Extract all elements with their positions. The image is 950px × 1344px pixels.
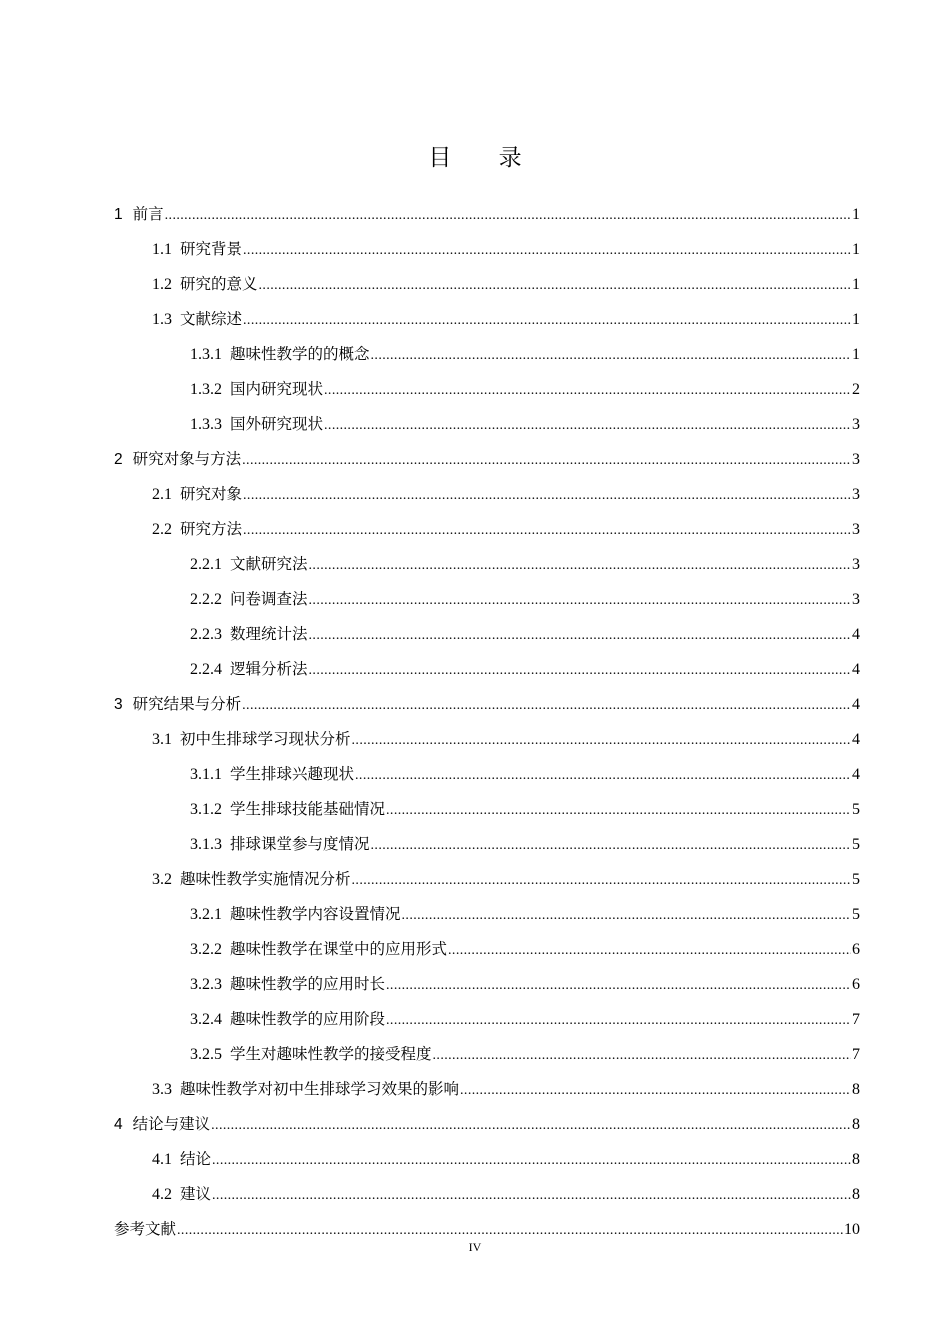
dot-leader	[386, 967, 851, 1003]
toc-entry-label: 研究对象与方法	[132, 450, 242, 468]
toc-entry-label: 研究的意义	[180, 275, 258, 293]
toc-entry-label: 前言	[132, 205, 164, 223]
dot-leader	[165, 197, 851, 233]
toc-entry-number: 2.2.1	[190, 556, 222, 573]
toc-entry-page: 5	[852, 906, 860, 923]
toc-entry-number: 1.3.1	[190, 346, 222, 363]
toc-entry-label: 研究对象	[180, 485, 243, 503]
toc-entry-number: 3	[114, 696, 123, 713]
toc-entry-label: 国内研究现状	[230, 380, 324, 398]
toc-entry-page: 3	[852, 591, 860, 608]
toc-entry[interactable]	[114, 407, 860, 442]
toc-entry-number: 1.3	[152, 311, 172, 328]
toc-entry-label: 趣味性教学的应用阶段	[230, 1010, 386, 1028]
toc-entry-label: 趣味性教学实施情况分析	[180, 870, 351, 888]
toc-entry-page: 4	[852, 766, 860, 783]
toc-entry-number: 1	[114, 206, 123, 223]
toc-entry[interactable]	[114, 197, 860, 232]
toc-entry-number: 3.2.2	[190, 941, 222, 958]
toc-entry-label: 国外研究现状	[230, 415, 324, 433]
toc-entry-number: 3.2.5	[190, 1046, 222, 1063]
toc-entry[interactable]	[114, 897, 860, 932]
dot-leader	[259, 267, 851, 303]
dot-leader	[243, 302, 851, 338]
toc-entry-number: 2.2	[152, 521, 172, 538]
toc-entry[interactable]	[114, 477, 860, 512]
toc-entry-page: 8	[852, 1186, 860, 1203]
toc-entry-number: 3.1.2	[190, 801, 222, 818]
toc-entry-number: 3.2.3	[190, 976, 222, 993]
toc-entry-page: 6	[852, 976, 860, 993]
toc-entry-number: 3.1.1	[190, 766, 222, 783]
toc-entry-number: 3.1.3	[190, 836, 222, 853]
toc-entry-page: 3	[852, 486, 860, 503]
dot-leader	[371, 337, 851, 373]
dot-leader	[324, 372, 851, 408]
toc-entry[interactable]	[114, 1177, 860, 1212]
toc-entry[interactable]	[114, 547, 860, 582]
toc-entry[interactable]	[114, 827, 860, 862]
toc-entry-number: 2.1	[152, 486, 172, 503]
toc-entry[interactable]	[114, 932, 860, 967]
toc-entry-label: 数理统计法	[230, 625, 308, 643]
dot-leader	[309, 582, 851, 618]
toc-entry-label: 文献综述	[180, 310, 243, 328]
toc-entry[interactable]	[114, 232, 860, 267]
dot-leader	[324, 407, 851, 443]
toc-entry[interactable]	[114, 337, 860, 372]
dot-leader	[211, 1107, 851, 1143]
toc-entry-label: 结论	[180, 1150, 212, 1168]
toc-entry[interactable]	[114, 792, 860, 827]
toc-entry-label: 建议	[180, 1185, 212, 1203]
toc-entry-page: 2	[852, 381, 860, 398]
dot-leader	[242, 687, 851, 723]
toc-entry-label: 趣味性教学内容设置情况	[230, 905, 401, 923]
toc-entry[interactable]	[114, 652, 860, 687]
toc-entry[interactable]	[114, 442, 860, 477]
toc-entry-number: 1.2	[152, 276, 172, 293]
toc-entry[interactable]	[114, 372, 860, 407]
toc-entry[interactable]	[114, 687, 860, 722]
toc-entry[interactable]	[114, 617, 860, 652]
dot-leader	[433, 1037, 851, 1073]
toc-entry-page: 4	[852, 696, 860, 713]
toc-title: 目 录	[428, 145, 542, 171]
toc-entry-label: 学生排球兴趣现状	[230, 765, 355, 783]
toc-entry-label: 排球课堂参与度情况	[230, 835, 370, 853]
dot-leader	[309, 547, 851, 583]
toc-entry-label: 初中生排球学习现状分析	[180, 730, 351, 748]
toc-entry-label: 趣味性教学对初中生排球学习效果的影响	[180, 1080, 460, 1098]
toc-entry-number: 3.2	[152, 871, 172, 888]
toc-entry-label: 学生排球技能基础情况	[230, 800, 386, 818]
toc-entry-number: 2.2.3	[190, 626, 222, 643]
toc-entry-number: 2.2.2	[190, 591, 222, 608]
dot-leader	[212, 1142, 851, 1178]
toc-entry-label: 趣味性教学的的概念	[230, 345, 370, 363]
toc-entry-label: 文献研究法	[230, 555, 308, 573]
toc-entry-number: 2	[114, 451, 123, 468]
toc-entry-page: 5	[852, 801, 860, 818]
dot-leader	[355, 757, 851, 793]
table-of-contents	[114, 197, 860, 1247]
toc-entry-label: 结论与建议	[132, 1115, 211, 1133]
toc-entry[interactable]	[114, 722, 860, 757]
toc-entry-label: 研究背景	[180, 240, 243, 258]
toc-entry-number: 1.1	[152, 241, 172, 258]
toc-entry[interactable]	[114, 1002, 860, 1037]
toc-entry[interactable]	[114, 512, 860, 547]
toc-entry-page: 4	[852, 626, 860, 643]
toc-entry-number: 3.1	[152, 731, 172, 748]
toc-entry-label: 趣味性教学在课堂中的应用形式	[230, 940, 448, 958]
dot-leader	[243, 477, 851, 513]
toc-entry-page: 4	[852, 661, 860, 678]
toc-entry-number: 4.1	[152, 1151, 172, 1168]
toc-entry-number: 4.2	[152, 1186, 172, 1203]
toc-entry-number: 3.2.1	[190, 906, 222, 923]
toc-entry-label: 学生对趣味性教学的接受程度	[230, 1045, 432, 1063]
toc-entry-page: 5	[852, 871, 860, 888]
toc-entry-label: 问卷调查法	[230, 590, 308, 608]
toc-entry-page: 8	[852, 1081, 860, 1098]
toc-entry-page: 4	[852, 731, 860, 748]
dot-leader	[448, 932, 851, 968]
toc-entry-number: 3.3	[152, 1081, 172, 1098]
toc-entry-page: 10	[844, 1221, 860, 1238]
dot-leader	[243, 512, 851, 548]
toc-entry[interactable]	[114, 582, 860, 617]
toc-entry-number: 1.3.2	[190, 381, 222, 398]
toc-entry-page: 1	[852, 346, 860, 363]
toc-entry-label: 研究方法	[180, 520, 243, 538]
toc-entry[interactable]	[114, 757, 860, 792]
toc-entry-label: 研究结果与分析	[132, 695, 242, 713]
toc-entry-number: 2.2.4	[190, 661, 222, 678]
toc-entry-page: 6	[852, 941, 860, 958]
toc-entry-number: 3.2.4	[190, 1011, 222, 1028]
dot-leader	[371, 827, 851, 863]
toc-entry-page: 1	[852, 311, 860, 328]
toc-entry-label: 参考文献	[114, 1220, 177, 1238]
toc-entry-page: 5	[852, 836, 860, 853]
toc-entry-page: 7	[852, 1011, 860, 1028]
toc-entry-label: 逻辑分析法	[230, 660, 308, 678]
dot-leader	[386, 1002, 851, 1038]
toc-entry[interactable]	[114, 1142, 860, 1177]
dot-leader	[402, 897, 851, 933]
toc-entry-page: 3	[852, 416, 860, 433]
toc-entry-page: 8	[852, 1151, 860, 1168]
dot-leader	[309, 652, 851, 688]
dot-leader	[352, 722, 851, 758]
toc-entry-page: 7	[852, 1046, 860, 1063]
dot-leader	[386, 792, 851, 828]
toc-entry-page: 1	[852, 241, 860, 258]
toc-entry-page: 1	[852, 206, 860, 223]
page-number-footer: IV	[468, 1240, 482, 1254]
toc-entry[interactable]	[114, 1072, 860, 1107]
toc-entry-page: 3	[852, 521, 860, 538]
toc-entry-page: 8	[852, 1116, 860, 1133]
toc-entry[interactable]	[114, 302, 860, 337]
toc-entry-page: 1	[852, 276, 860, 293]
toc-entry-page: 3	[852, 451, 860, 468]
toc-entry[interactable]	[114, 1037, 860, 1072]
dot-leader	[309, 617, 851, 653]
dot-leader	[460, 1072, 851, 1108]
toc-entry-label: 趣味性教学的应用时长	[230, 975, 386, 993]
toc-entry-number: 1.3.3	[190, 416, 222, 433]
toc-entry[interactable]	[114, 967, 860, 1002]
toc-entry-number: 4	[114, 1116, 123, 1133]
toc-entry[interactable]	[114, 1107, 860, 1142]
dot-leader	[352, 862, 851, 898]
toc-entry[interactable]	[114, 862, 860, 897]
toc-entry-page: 3	[852, 556, 860, 573]
dot-leader	[212, 1177, 851, 1213]
dot-leader	[243, 232, 851, 268]
toc-entry[interactable]	[114, 267, 860, 302]
dot-leader	[242, 442, 851, 478]
